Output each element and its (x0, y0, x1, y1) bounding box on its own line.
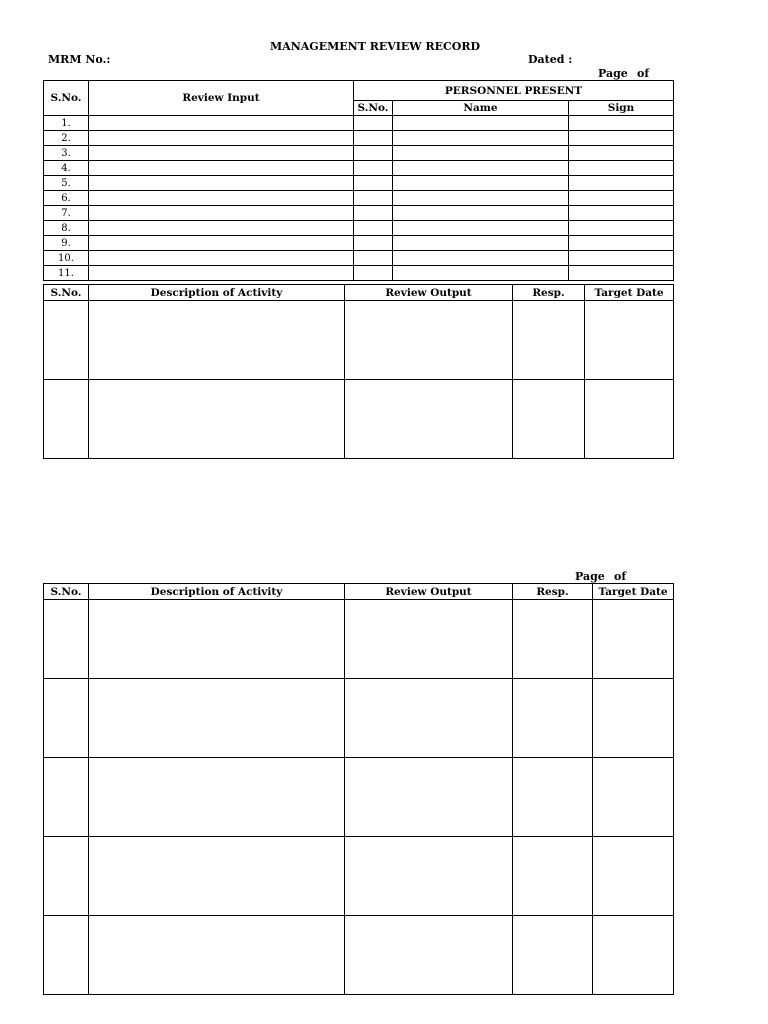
personnel-sno-header: S.No. (354, 101, 393, 116)
cell[interactable] (354, 116, 393, 131)
cell[interactable] (513, 758, 593, 837)
row-number: 5. (44, 176, 89, 191)
cell[interactable] (513, 600, 593, 679)
cell[interactable] (44, 758, 89, 837)
cell[interactable] (569, 191, 674, 206)
cell[interactable] (354, 206, 393, 221)
cell[interactable] (393, 131, 569, 146)
activity-table-2 (43, 583, 674, 995)
cell[interactable] (393, 251, 569, 266)
activity-sno-header: S.No. (44, 285, 89, 301)
cell[interactable] (89, 301, 345, 380)
cell[interactable] (569, 161, 674, 176)
cell[interactable] (569, 176, 674, 191)
cell[interactable] (89, 916, 345, 995)
cell[interactable] (89, 176, 354, 191)
cell[interactable] (44, 301, 89, 380)
cell[interactable] (89, 600, 345, 679)
cell[interactable] (569, 266, 674, 281)
cell[interactable] (345, 301, 513, 380)
table-row (44, 206, 674, 221)
row-number: 6. (44, 191, 89, 206)
cell[interactable] (393, 266, 569, 281)
cell[interactable] (569, 146, 674, 161)
row-number: 8. (44, 221, 89, 236)
activity-table-1 (43, 284, 674, 459)
table-row (44, 176, 674, 191)
cell[interactable] (89, 236, 354, 251)
cell[interactable] (89, 266, 354, 281)
cell[interactable] (44, 837, 89, 916)
table-row (44, 116, 674, 131)
table-row (44, 146, 674, 161)
target-date-header: Target Date (585, 285, 674, 301)
review-output-header: Review Output (345, 285, 513, 301)
table-row (44, 600, 674, 679)
cell[interactable] (89, 251, 354, 266)
cell[interactable] (393, 236, 569, 251)
cell[interactable] (89, 679, 345, 758)
row-number: 3. (44, 146, 89, 161)
table-row (44, 191, 674, 206)
cell[interactable] (354, 251, 393, 266)
page-label: Page (598, 67, 628, 80)
cell[interactable] (393, 116, 569, 131)
cell[interactable] (89, 131, 354, 146)
cell[interactable] (89, 191, 354, 206)
cell[interactable] (593, 758, 674, 837)
cell[interactable] (513, 301, 585, 380)
cell[interactable] (593, 916, 674, 995)
row-number: 4. (44, 161, 89, 176)
mrm-number-label: MRM No.: (48, 53, 111, 66)
cell[interactable] (569, 251, 674, 266)
table-row (44, 251, 674, 266)
page2-of-label: of (614, 570, 627, 583)
review-output-header: Review Output (345, 584, 513, 600)
page-of-label: of (637, 67, 650, 80)
resp-header: Resp. (513, 584, 593, 600)
cell[interactable] (345, 758, 513, 837)
personnel-present-header: PERSONNEL PRESENT (354, 81, 674, 101)
table-row (44, 380, 674, 459)
cell[interactable] (89, 206, 354, 221)
cell[interactable] (585, 380, 674, 459)
page2-page-label: Page (575, 570, 605, 583)
review-input-header: Review Input (89, 81, 354, 116)
activity-sno-header: S.No. (44, 584, 89, 600)
cell[interactable] (354, 161, 393, 176)
table-row (44, 758, 674, 837)
cell[interactable] (89, 146, 354, 161)
cell[interactable] (585, 301, 674, 380)
cell[interactable] (569, 206, 674, 221)
cell[interactable] (89, 837, 345, 916)
cell[interactable] (44, 679, 89, 758)
table-row (44, 161, 674, 176)
cell[interactable] (345, 380, 513, 459)
cell[interactable] (513, 916, 593, 995)
cell[interactable] (354, 236, 393, 251)
cell[interactable] (44, 600, 89, 679)
cell[interactable] (44, 380, 89, 459)
cell[interactable] (513, 679, 593, 758)
row-number: 9. (44, 236, 89, 251)
cell[interactable] (569, 221, 674, 236)
cell[interactable] (354, 266, 393, 281)
review-input-table (43, 80, 674, 281)
row-number: 11. (44, 266, 89, 281)
cell[interactable] (393, 221, 569, 236)
cell[interactable] (513, 380, 585, 459)
row-number: 1. (44, 116, 89, 131)
cell[interactable] (89, 116, 354, 131)
cell[interactable] (354, 221, 393, 236)
cell[interactable] (354, 146, 393, 161)
cell[interactable] (89, 758, 345, 837)
table-row (44, 679, 674, 758)
cell[interactable] (593, 837, 674, 916)
cell[interactable] (569, 236, 674, 251)
form-title: MANAGEMENT REVIEW RECORD (270, 40, 481, 53)
cell[interactable] (393, 191, 569, 206)
table-row (44, 837, 674, 916)
description-header: Description of Activity (89, 285, 345, 301)
row-number: 2. (44, 131, 89, 146)
cell[interactable] (345, 600, 513, 679)
table-row (44, 221, 674, 236)
description-header: Description of Activity (89, 584, 345, 600)
cell[interactable] (569, 131, 674, 146)
dated-label: Dated : (528, 53, 573, 66)
cell[interactable] (345, 679, 513, 758)
cell[interactable] (354, 191, 393, 206)
cell[interactable] (393, 146, 569, 161)
cell[interactable] (89, 380, 345, 459)
resp-header: Resp. (513, 285, 585, 301)
cell[interactable] (569, 116, 674, 131)
row-number: 7. (44, 206, 89, 221)
cell[interactable] (354, 176, 393, 191)
cell[interactable] (513, 837, 593, 916)
cell[interactable] (393, 176, 569, 191)
cell[interactable] (44, 916, 89, 995)
cell[interactable] (393, 206, 569, 221)
cell[interactable] (354, 131, 393, 146)
cell[interactable] (345, 916, 513, 995)
cell[interactable] (593, 600, 674, 679)
target-date-header: Target Date (593, 584, 674, 600)
table-row (44, 916, 674, 995)
cell[interactable] (345, 837, 513, 916)
table-row (44, 301, 674, 380)
cell[interactable] (89, 161, 354, 176)
cell[interactable] (593, 679, 674, 758)
sign-header: Sign (569, 101, 674, 116)
table-row (44, 131, 674, 146)
row-number: 10. (44, 251, 89, 266)
cell[interactable] (393, 161, 569, 176)
cell[interactable] (89, 221, 354, 236)
name-header: Name (393, 101, 569, 116)
sno-header: S.No. (44, 81, 89, 116)
table-row (44, 266, 674, 281)
table-row (44, 236, 674, 251)
